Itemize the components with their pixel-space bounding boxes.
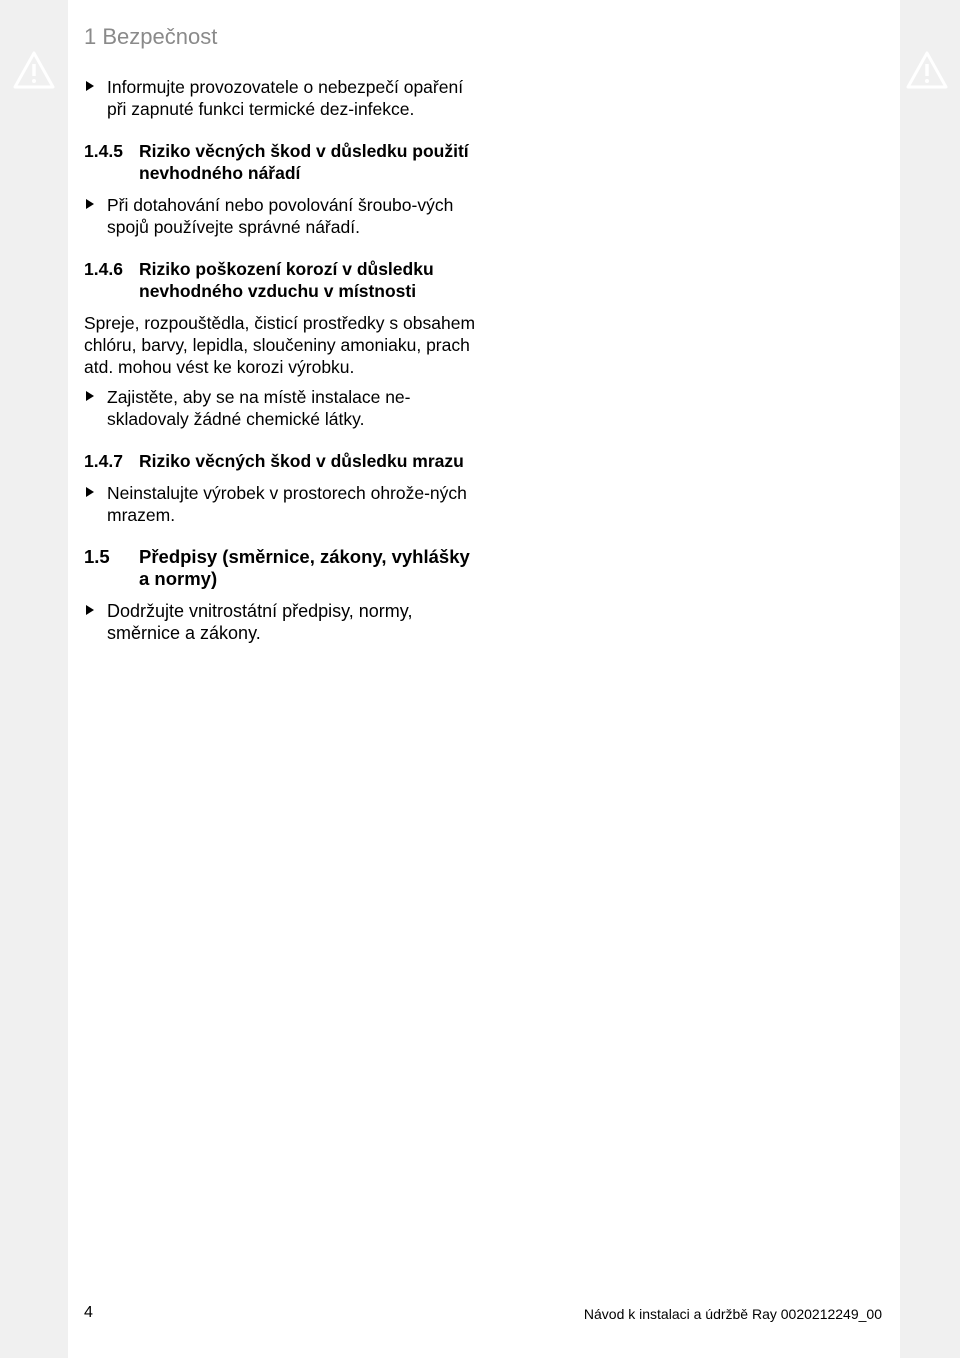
section-title: Předpisy (směrnice, zákony, vyhlášky a normy) — [139, 546, 470, 589]
bullet-item — [84, 600, 484, 644]
bullet-arrow-icon — [86, 391, 94, 401]
bullet-arrow-icon — [86, 605, 94, 615]
section-number: 1.5 — [84, 546, 110, 567]
warning-triangle-icon — [905, 50, 949, 90]
section-heading — [84, 546, 484, 590]
warning-triangle-icon — [12, 50, 56, 90]
bullet-item — [84, 194, 484, 238]
bullet-arrow-icon — [86, 487, 94, 497]
bullet-arrow-icon — [86, 81, 94, 91]
section-number: 1.4.6 — [84, 259, 123, 279]
page-title: 1 Bezpečnost — [84, 24, 218, 49]
section-number: 1.4.7 — [84, 451, 123, 471]
bullet-arrow-icon — [86, 199, 94, 209]
section-number: 1.4.5 — [84, 141, 123, 161]
bullet-item — [84, 482, 484, 526]
bullet-item — [84, 386, 484, 430]
section-heading — [84, 450, 484, 472]
document-body — [84, 76, 484, 644]
bullet-item — [84, 76, 484, 120]
footer-document-title: Návod k instalaci a údržbě Ray 0020212249_00 — [583, 1306, 882, 1322]
section-title: Riziko věcných škod v důsledku mrazu — [139, 451, 464, 471]
bullet-text: Neinstalujte výrobek v prostorech ohrože-ných mrazem. — [107, 483, 467, 525]
page-number: 4 — [84, 1304, 93, 1321]
section-title: Riziko poškození korozí v důsledku nevhodného vzduchu v místnosti — [139, 259, 434, 301]
bullet-text: Při dotahování nebo povolování šroubo-vých spojů používejte správné nářadí. — [107, 195, 454, 237]
right-margin-strip — [900, 0, 960, 1358]
bullet-text: Informujte provozovatele o nebezpečí opaření při zapnuté funkci termické dez-infekce. — [107, 77, 464, 119]
paragraph: Spreje, rozpouštědla, čisticí prostředky s obsahem chlóru, barvy, lepidla, sloučeniny amoniaku, prach atd. mohou vést ke korozi výrobku. — [84, 313, 476, 377]
bullet-text: Zajistěte, aby se na místě instalace ne-skladovaly žádné chemické látky. — [107, 387, 411, 429]
left-margin-strip — [0, 0, 68, 1358]
section-title: Riziko věcných škod v důsledku použití nevhodného nářadí — [139, 141, 469, 183]
section-heading — [84, 258, 484, 302]
section-heading — [84, 140, 484, 184]
bullet-text: Dodržujte vnitrostátní předpisy, normy, směrnice a zákony. — [107, 601, 413, 643]
